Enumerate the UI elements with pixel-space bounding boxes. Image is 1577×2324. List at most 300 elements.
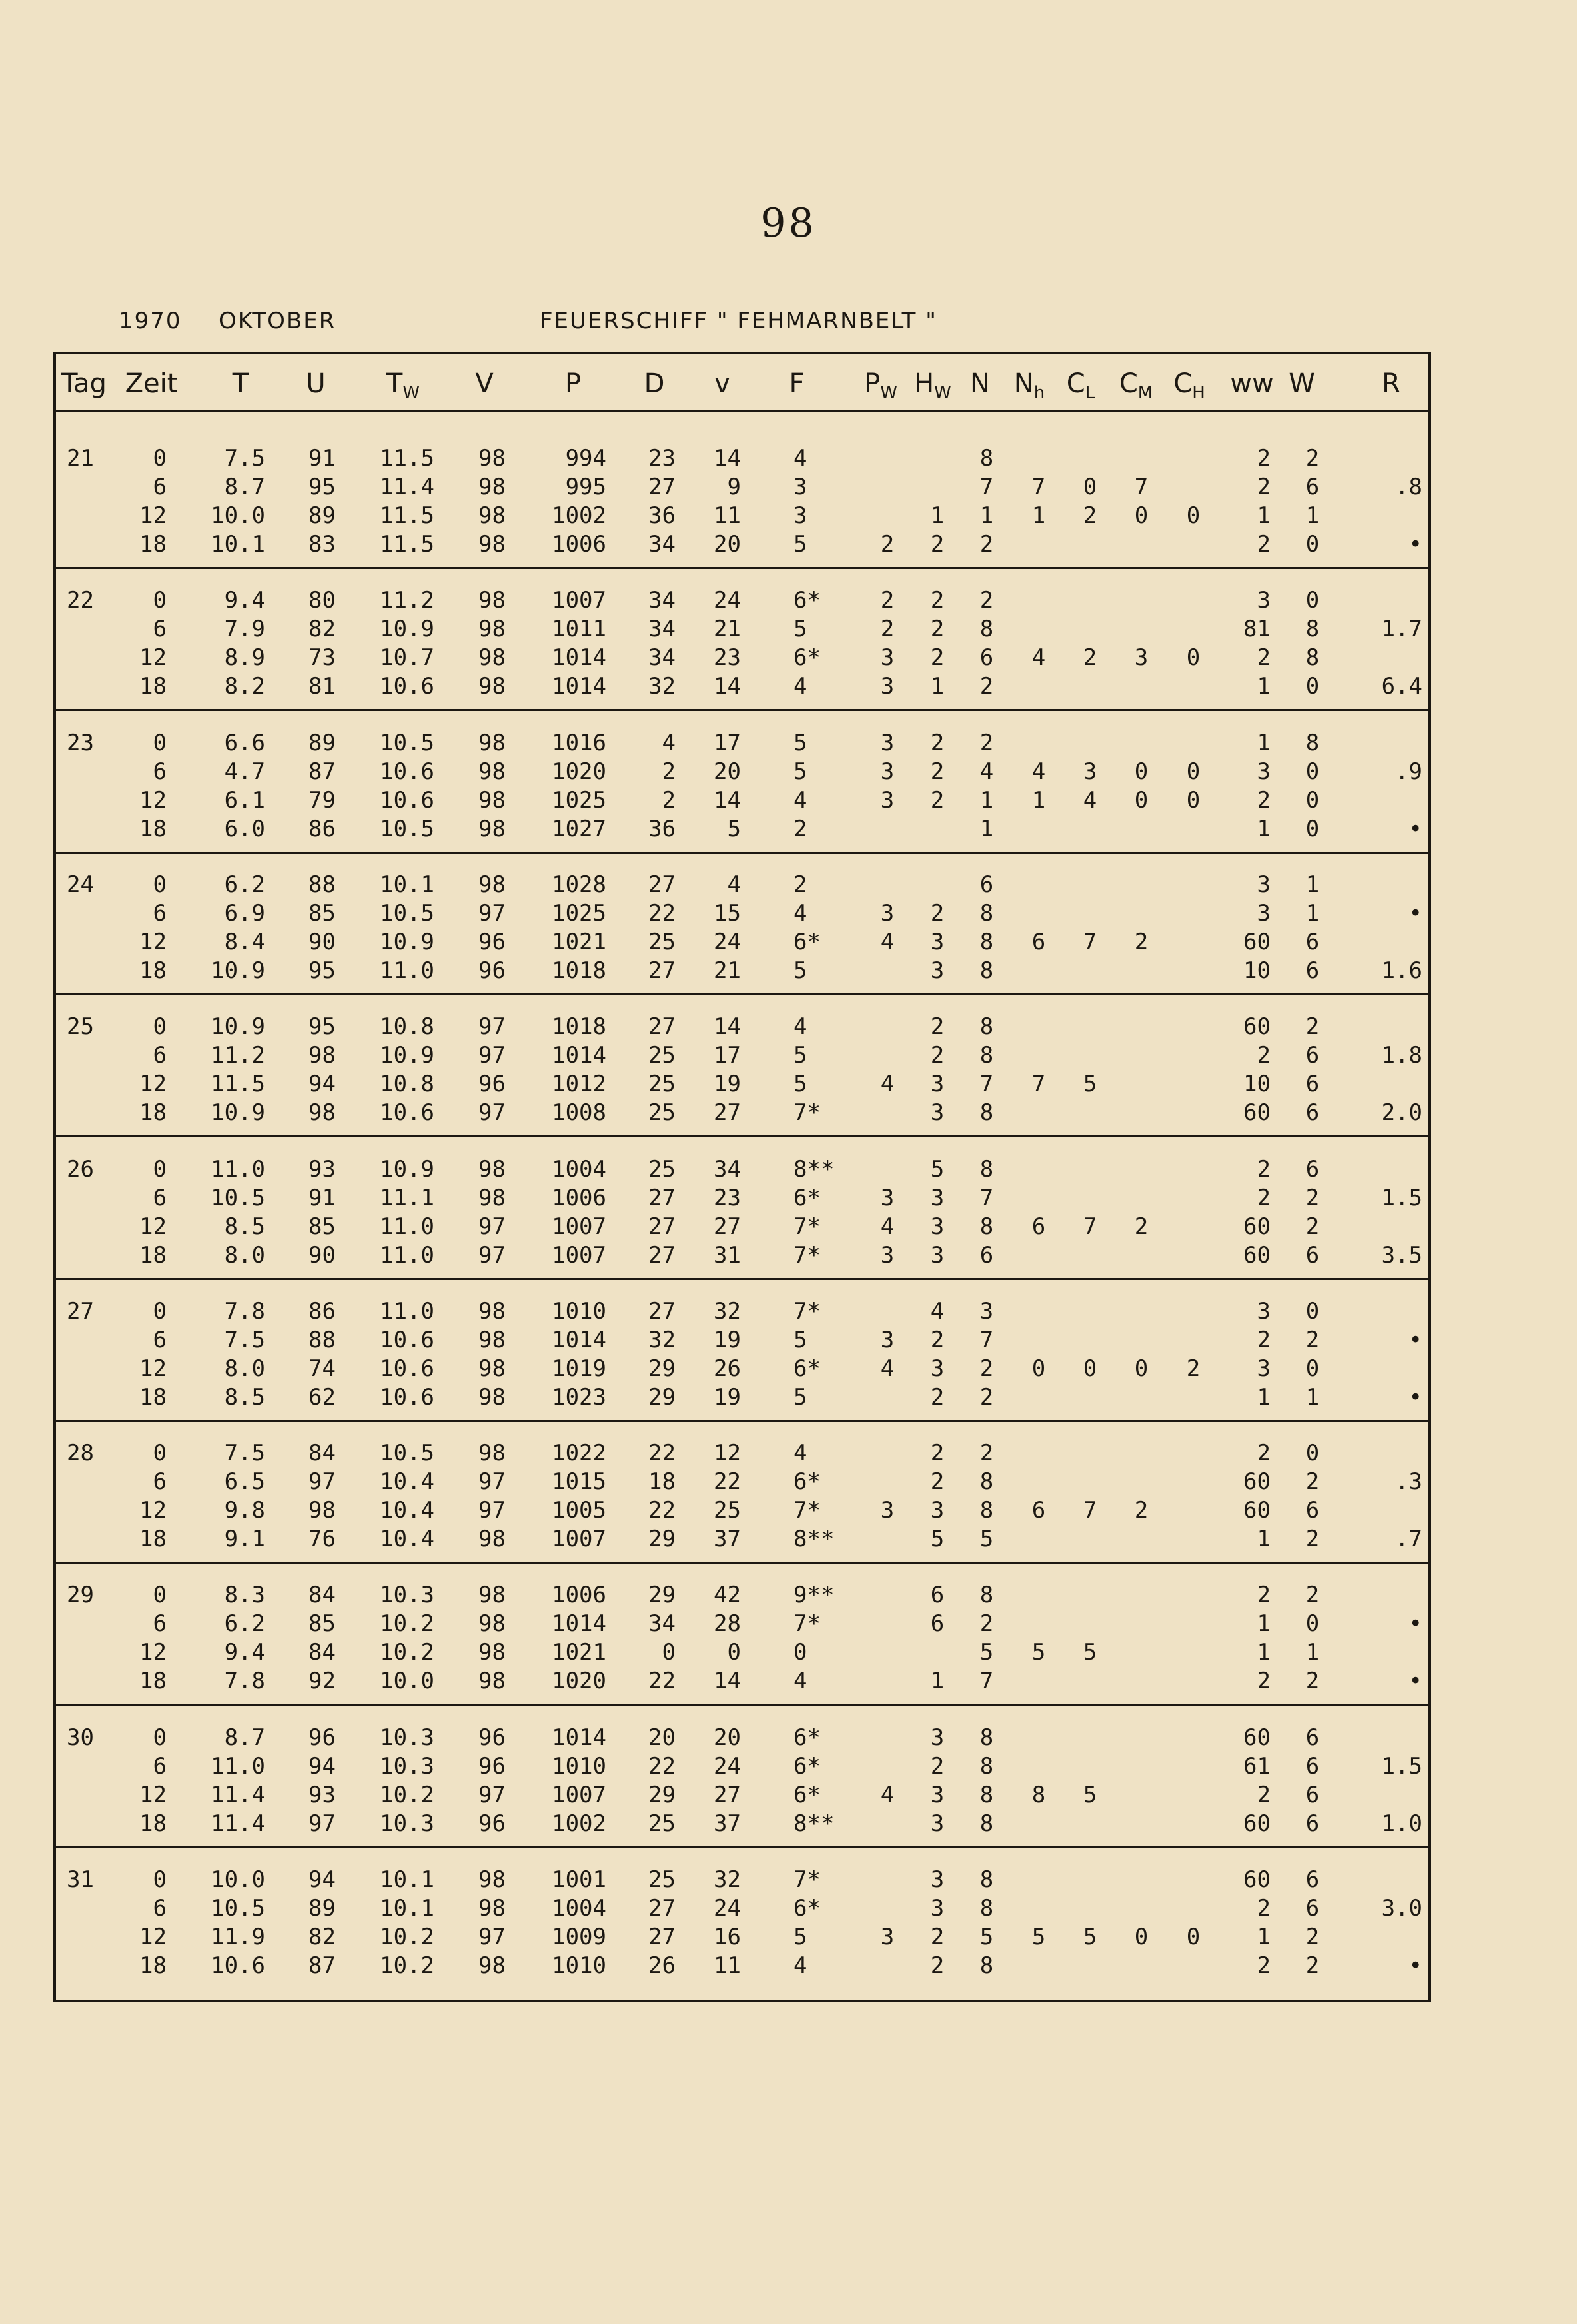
table-cell: 0 — [1031, 1355, 1046, 1382]
table-cell: 27 — [648, 1895, 676, 1922]
table-cell: 96 — [478, 1752, 506, 1780]
table-cell: 0 — [1305, 673, 1320, 700]
table-cell: 97 — [478, 1042, 506, 1069]
table-cell: 10.5 — [211, 1184, 265, 1211]
table-cell: 3 — [930, 1866, 945, 1893]
table-cell: 8 — [979, 1866, 994, 1893]
table-cell: 8 — [979, 928, 994, 955]
header-station: FEUERSCHIFF " FEHMARNBELT " — [540, 308, 937, 334]
table-cell: 18 — [648, 1468, 676, 1496]
table-cell: 5 — [1083, 1639, 1097, 1666]
table-cell: 97 — [478, 1213, 506, 1240]
table-cell: 8 — [1305, 644, 1320, 672]
table-cell: 98 — [478, 1155, 506, 1183]
table-cell: 20 — [714, 531, 741, 558]
table-cell: 6 — [153, 1326, 167, 1353]
table-cell: 6* — [793, 1468, 821, 1496]
table-cell: 3 — [1257, 758, 1271, 785]
table-cell: 1 — [930, 1668, 945, 1695]
table-cell: 27 — [648, 1297, 676, 1325]
table-cell: 91 — [308, 445, 336, 472]
table-cell: 4 — [793, 786, 807, 814]
table-cell: 1020 — [552, 1668, 606, 1695]
table-cell: 5 — [1083, 1924, 1097, 1950]
column-header: U — [306, 368, 326, 399]
table-cell: 6* — [793, 1184, 821, 1211]
table-cell: 97 — [478, 1241, 506, 1269]
table-cell: 11.0 — [380, 957, 434, 984]
table-cell: 7 — [979, 1326, 994, 1353]
table-cell: 5 — [793, 531, 807, 558]
table-cell: 1 — [1257, 502, 1271, 529]
table-cell: 25 — [714, 1497, 741, 1524]
table-cell: 2 — [1257, 1184, 1271, 1211]
table-cell: 1 — [1031, 502, 1046, 529]
table-cell: 8 — [979, 1952, 994, 1979]
table-cell: 3 — [930, 1184, 945, 1211]
table-cell: 3 — [880, 729, 895, 756]
table-cell: 85 — [308, 1213, 336, 1240]
table-cell: 8 — [979, 1497, 994, 1524]
table-cell: 60 — [1243, 928, 1271, 955]
table-cell: 4 — [793, 1013, 807, 1041]
table-cell: 2 — [930, 1924, 945, 1950]
table-cell: 85 — [308, 1610, 336, 1638]
table-cell: 1006 — [552, 531, 606, 558]
table-cell: 85 — [308, 899, 336, 927]
table-cell: 10.1 — [211, 531, 265, 558]
table-cell: 6.2 — [224, 1610, 265, 1638]
table-cell: 23 — [714, 1184, 741, 1211]
table-cell: 29 — [648, 1355, 676, 1382]
table-cell: 2 — [1305, 1526, 1320, 1553]
table-cell: 3 — [930, 957, 945, 984]
table-cell: 0 — [1083, 1355, 1097, 1382]
table-cell: 1 — [1257, 1639, 1271, 1666]
table-cell: 34 — [648, 587, 676, 614]
table-cell: 28 — [714, 1610, 741, 1638]
table-cell: 1 — [979, 786, 994, 814]
table-cell: .3 — [1395, 1468, 1422, 1496]
table-cell: 1028 — [552, 871, 606, 898]
table-cell: 86 — [308, 815, 336, 842]
table-cell: 6 — [1305, 928, 1320, 955]
table-cell: 6* — [793, 1752, 821, 1780]
table-cell: 9.4 — [224, 587, 265, 614]
table-cell: 1016 — [552, 729, 606, 756]
table-cell: 34 — [648, 644, 676, 672]
table-cell: 1 — [1257, 729, 1271, 756]
table-cell: 0 — [153, 587, 167, 614]
table-cell: 98 — [478, 815, 506, 842]
column-header: R — [1382, 368, 1400, 399]
table-cell: 0 — [153, 1440, 167, 1467]
table-cell: 11.0 — [380, 1297, 434, 1325]
table-cell: 4 — [1031, 644, 1046, 672]
table-cell: 18 — [139, 957, 167, 984]
table-cell: 5 — [1083, 1071, 1097, 1098]
table-cell: 3 — [880, 644, 895, 672]
table-cell: 3 — [880, 899, 895, 927]
table-cell: 2 — [1257, 786, 1271, 814]
table-cell: 6 — [979, 644, 994, 672]
table-cell: 24 — [714, 928, 741, 955]
table-cell: 8.3 — [224, 1582, 265, 1609]
table-cell: 994 — [565, 445, 606, 472]
table-cell: 98 — [478, 729, 506, 756]
table-cell: 14 — [714, 1668, 741, 1695]
table-cell: 15 — [714, 899, 741, 927]
table-cell: 12 — [139, 1781, 167, 1808]
table-cell: 0 — [1134, 502, 1149, 529]
day-label: 25 — [67, 1013, 94, 1041]
table-cell: 95 — [308, 1013, 336, 1041]
table-cell: 11.4 — [211, 1810, 265, 1837]
column-header: W — [1289, 368, 1315, 399]
table-cell: 7* — [793, 1099, 821, 1127]
table-cell: 3 — [1257, 871, 1271, 898]
table-cell: 6 — [1305, 1155, 1320, 1183]
day-separator — [56, 567, 1428, 569]
table-cell: 3 — [930, 928, 945, 955]
table-cell: 2 — [1257, 531, 1271, 558]
table-cell: 10.2 — [380, 1952, 434, 1979]
table-cell: .7 — [1395, 1526, 1422, 1553]
table-cell: 7 — [1031, 1071, 1046, 1098]
table-cell: 6 — [1305, 1781, 1320, 1808]
table-cell: 98 — [478, 445, 506, 472]
table-cell: 1019 — [552, 1355, 606, 1382]
table-cell: 20 — [714, 758, 741, 785]
table-cell: 2 — [1305, 1668, 1320, 1695]
day-label: 21 — [67, 445, 94, 472]
table-cell: 2 — [979, 1610, 994, 1638]
table-cell: 0 — [153, 1866, 167, 1893]
table-cell: 60 — [1243, 1213, 1271, 1240]
table-cell: 97 — [478, 1781, 506, 1808]
table-cell: 10.1 — [380, 871, 434, 898]
table-cell: 12 — [139, 1497, 167, 1524]
table-cell: 29 — [648, 1582, 676, 1609]
table-cell: 2 — [1305, 1924, 1320, 1950]
table-cell: 22 — [648, 1440, 676, 1467]
table-cell: 7* — [793, 1297, 821, 1325]
column-header: ww — [1230, 368, 1274, 399]
table-cell: 1025 — [552, 899, 606, 927]
table-cell: 22 — [648, 899, 676, 927]
table-cell: 94 — [308, 1752, 336, 1780]
table-cell: .8 — [1395, 474, 1422, 500]
table-cell: 4 — [930, 1297, 945, 1325]
table-cell: 3 — [880, 1184, 895, 1211]
table-cell: 7* — [793, 1213, 821, 1240]
table-cell: 25 — [648, 1155, 676, 1183]
table-cell: 2 — [930, 1752, 945, 1780]
table-cell: 11 — [714, 1952, 741, 1979]
table-cell: 97 — [308, 1468, 336, 1496]
table-cell: 6 — [153, 899, 167, 927]
table-cell: 82 — [308, 1924, 336, 1950]
table-cell: 2 — [930, 1952, 945, 1979]
table-cell: 27 — [648, 871, 676, 898]
table-cell: 1 — [1305, 1639, 1320, 1666]
table-cell: 27 — [648, 1213, 676, 1240]
table-cell: 60 — [1243, 1497, 1271, 1524]
table-cell: • — [1408, 1610, 1422, 1638]
table-cell: 2 — [979, 729, 994, 756]
table-cell: 0 — [1305, 815, 1320, 842]
table-cell: 995 — [565, 474, 606, 500]
table-cell: 0 — [1083, 474, 1097, 500]
table-cell: 89 — [308, 502, 336, 529]
table-cell: 10.2 — [380, 1610, 434, 1638]
table-cell: 2 — [1257, 1952, 1271, 1979]
table-cell: 18 — [139, 1383, 167, 1411]
table-cell: 2 — [979, 673, 994, 700]
day-separator — [56, 709, 1428, 711]
table-cell: 4.7 — [224, 758, 265, 785]
table-cell: 36 — [648, 502, 676, 529]
table-cell: 8 — [979, 445, 994, 472]
table-cell: 2 — [930, 644, 945, 672]
table-cell: 6 — [1305, 1724, 1320, 1751]
table-cell: 10.4 — [380, 1497, 434, 1524]
table-cell: 3 — [930, 1099, 945, 1127]
table-cell: 1021 — [552, 928, 606, 955]
table-cell: 2 — [880, 616, 895, 643]
table-cell: 5 — [793, 1383, 807, 1411]
table-cell: 3 — [1257, 899, 1271, 927]
table-cell: 4 — [793, 899, 807, 927]
table-cell: 1 — [1257, 1526, 1271, 1553]
table-cell: 97 — [478, 1924, 506, 1950]
table-cell: 2 — [930, 1013, 945, 1041]
table-cell: • — [1408, 1952, 1422, 1979]
table-cell: 36 — [648, 815, 676, 842]
table-cell: 12 — [139, 1071, 167, 1098]
table-cell: 5 — [979, 1639, 994, 1666]
table-cell: 2 — [930, 1326, 945, 1353]
column-header: N — [970, 368, 990, 399]
table-cell: 89 — [308, 729, 336, 756]
table-cell: 10.6 — [380, 673, 434, 700]
table-cell: 6.9 — [224, 899, 265, 927]
table-cell: 26 — [714, 1355, 741, 1382]
table-cell: 10.9 — [211, 1099, 265, 1127]
table-cell: 98 — [478, 1297, 506, 1325]
table-cell: 11.5 — [380, 531, 434, 558]
table-cell: 5 — [1031, 1639, 1046, 1666]
table-cell: 96 — [478, 928, 506, 955]
table-cell: 1014 — [552, 1042, 606, 1069]
table-cell: 34 — [648, 531, 676, 558]
table-cell: 96 — [478, 1071, 506, 1098]
column-header: Zeit — [125, 368, 178, 399]
table-cell: 98 — [478, 1610, 506, 1638]
table-cell: 3 — [930, 1241, 945, 1269]
table-cell: 10.9 — [380, 1042, 434, 1069]
table-cell: 98 — [478, 871, 506, 898]
table-cell: 10.6 — [380, 1355, 434, 1382]
table-cell: 10.1 — [380, 1895, 434, 1922]
table-cell: 17 — [714, 1042, 741, 1069]
table-cell: 2 — [1305, 445, 1320, 472]
table-cell: 0 — [1186, 502, 1201, 529]
table-cell: 98 — [478, 502, 506, 529]
table-cell: 24 — [714, 1895, 741, 1922]
table-cell: 96 — [478, 957, 506, 984]
table-cell: 24 — [714, 1752, 741, 1780]
table-cell: 18 — [139, 1668, 167, 1695]
table-cell: 1005 — [552, 1497, 606, 1524]
table-cell: 3 — [1257, 587, 1271, 614]
table-cell: 10.9 — [211, 1013, 265, 1041]
table-cell: 0 — [1305, 587, 1320, 614]
table-cell: 2 — [930, 1468, 945, 1496]
table-cell: 10.9 — [380, 616, 434, 643]
table-cell: 10.3 — [380, 1724, 434, 1751]
table-cell: 60 — [1243, 1241, 1271, 1269]
table-cell: 7 — [979, 474, 994, 500]
table-cell: 10.5 — [380, 815, 434, 842]
table-cell: 2 — [880, 587, 895, 614]
table-cell: 2 — [930, 1383, 945, 1411]
table-cell: 2 — [930, 899, 945, 927]
table-cell: 95 — [308, 957, 336, 984]
table-cell: 11.0 — [380, 1241, 434, 1269]
column-header: F — [789, 368, 805, 399]
table-cell: 8 — [979, 1155, 994, 1183]
table-cell: 6 — [979, 1241, 994, 1269]
table-cell: 98 — [478, 1582, 506, 1609]
table-cell: 94 — [308, 1071, 336, 1098]
table-cell: 32 — [714, 1866, 741, 1893]
table-cell: 2 — [930, 758, 945, 785]
table-cell: 1004 — [552, 1895, 606, 1922]
table-cell: 1023 — [552, 1383, 606, 1411]
table-cell: 4 — [1083, 786, 1097, 814]
table-cell: 11.5 — [380, 445, 434, 472]
table-cell: 29 — [648, 1383, 676, 1411]
table-cell: 3 — [979, 1297, 994, 1325]
table-cell: 34 — [714, 1155, 741, 1183]
table-cell: 37 — [714, 1810, 741, 1837]
table-cell: 8** — [793, 1526, 835, 1553]
table-cell: 11.0 — [211, 1752, 265, 1780]
table-cell: 12 — [139, 502, 167, 529]
table-cell: 2 — [979, 1355, 994, 1382]
table-cell: 97 — [478, 1497, 506, 1524]
table-cell: 98 — [308, 1099, 336, 1127]
table-cell: 6 — [153, 616, 167, 643]
table-cell: 0 — [153, 871, 167, 898]
table-cell: 2 — [1305, 1582, 1320, 1609]
table-cell: 97 — [308, 1810, 336, 1837]
table-cell: 1.8 — [1381, 1042, 1422, 1069]
table-cell: 1020 — [552, 758, 606, 785]
table-cell: 95 — [308, 474, 336, 500]
table-cell: 1.5 — [1381, 1752, 1422, 1780]
table-cell: 10.6 — [211, 1952, 265, 1979]
table-cell: 6 — [1031, 928, 1046, 955]
table-cell: 0 — [153, 445, 167, 472]
table-cell: 22 — [648, 1668, 676, 1695]
table-cell: 12 — [714, 1440, 741, 1467]
table-cell: 0 — [1305, 786, 1320, 814]
table-cell: 0 — [1134, 1924, 1149, 1950]
day-label: 28 — [67, 1440, 94, 1467]
table-cell: 7* — [793, 1610, 821, 1638]
table-cell: 10.4 — [380, 1468, 434, 1496]
table-cell: 98 — [478, 1355, 506, 1382]
table-cell: 1 — [1257, 1383, 1271, 1411]
table-cell: 6 — [1305, 1071, 1320, 1098]
table-cell: 2 — [1305, 1184, 1320, 1211]
table-cell: 0 — [1186, 758, 1201, 785]
table-cell: 1025 — [552, 786, 606, 814]
table-cell: 7 — [1134, 474, 1149, 500]
table-cell: 76 — [308, 1526, 336, 1553]
table-cell: 42 — [714, 1582, 741, 1609]
day-separator — [56, 1704, 1428, 1706]
table-cell: 6.2 — [224, 871, 265, 898]
table-cell: 7.5 — [224, 1326, 265, 1353]
table-cell: 1011 — [552, 616, 606, 643]
table-cell: 1015 — [552, 1468, 606, 1496]
table-cell: 2 — [880, 531, 895, 558]
table-cell: 1014 — [552, 1610, 606, 1638]
table-cell: 2 — [1257, 1326, 1271, 1353]
table-cell: 5 — [793, 1042, 807, 1069]
table-cell: 1 — [1305, 871, 1320, 898]
table-cell: 4 — [793, 1668, 807, 1695]
table-cell: 1 — [930, 502, 945, 529]
table-cell: 94 — [308, 1866, 336, 1893]
table-cell: 1007 — [552, 1241, 606, 1269]
table-cell: 2 — [930, 786, 945, 814]
table-cell: 10.0 — [211, 502, 265, 529]
table-cell: 25 — [648, 1810, 676, 1837]
table-cell: 4 — [793, 445, 807, 472]
table-cell: 14 — [714, 1013, 741, 1041]
table-cell: 25 — [648, 1071, 676, 1098]
table-cell: 6 — [153, 1042, 167, 1069]
table-cell: 23 — [714, 644, 741, 672]
table-cell: 0 — [1305, 1355, 1320, 1382]
table-cell: 83 — [308, 531, 336, 558]
table-cell: 20 — [648, 1724, 676, 1751]
table-cell: 18 — [139, 1952, 167, 1979]
table-cell: 8 — [979, 1099, 994, 1127]
table-cell: 8 — [979, 1781, 994, 1808]
table-cell: 2 — [1305, 1952, 1320, 1979]
table-cell: 8 — [979, 1895, 994, 1922]
table-cell: 1014 — [552, 1724, 606, 1751]
table-cell: 93 — [308, 1781, 336, 1808]
table-cell: 5 — [793, 616, 807, 643]
day-label: 23 — [67, 729, 94, 756]
table-cell: 1007 — [552, 1213, 606, 1240]
table-cell: 10.7 — [380, 644, 434, 672]
table-cell: 27 — [648, 957, 676, 984]
table-cell: 98 — [308, 1042, 336, 1069]
table-cell: 6 — [153, 1610, 167, 1638]
table-cell: 6 — [1305, 1752, 1320, 1780]
table-cell: 98 — [478, 1326, 506, 1353]
table-cell: 2 — [662, 786, 676, 814]
column-header: $C_L$ — [1066, 368, 1095, 403]
table-cell: 87 — [308, 1952, 336, 1979]
